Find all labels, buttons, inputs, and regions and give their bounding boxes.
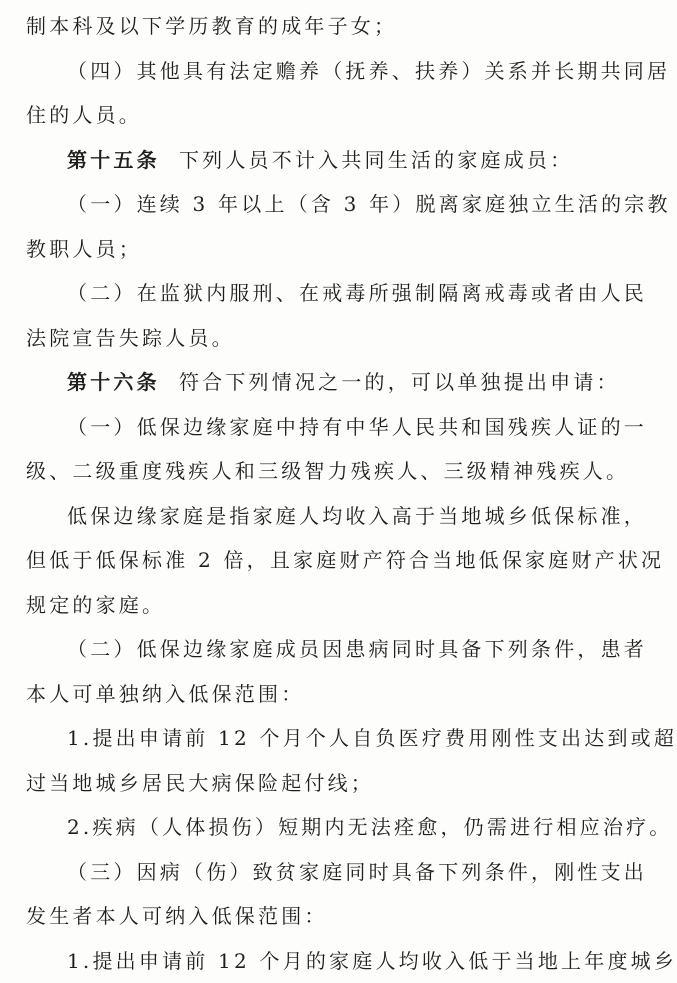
text-line: 1.提出申请前 12 个月的家庭人均收入低于当地上年度城乡 [26,939,606,983]
article-text: 符合下列情况之一的，可以单独提出申请： [179,370,620,394]
text-line: 2.疾病（人体损伤）短期内无法痊愈，仍需进行相应治疗。 [26,805,606,850]
text-line: （四）其他具有法定赡养（抚养、扶养）关系并长期共同居 [26,49,606,94]
text-line: （一）连续 3 年以上（含 3 年）脱离家庭独立生活的宗教 [26,182,606,227]
article-number: 第十六条 [67,370,160,394]
text-line: 制本科及以下学历教育的成年子女； [26,4,606,49]
article-heading-16 [26,360,606,405]
text-line: 规定的家庭。 [26,583,606,628]
text-line: 级、二级重度残疾人和三级智力残疾人、三级精神残疾人。 [26,449,606,494]
text-line: 教职人员； [26,227,606,272]
article-number: 第十五条 [67,148,160,172]
text-line: 1.提出申请前 12 个月个人自负医疗费用刚性支出达到或超 [26,716,606,761]
text-line: 住的人员。 [26,93,606,138]
text-line: 过当地城乡居民大病保险起付线； [26,761,606,806]
text-line: 法院宣告失踪人员。 [26,316,606,361]
text-line: （二）在监狱内服刑、在戒毒所强制隔离戒毒或者由人民 [26,271,606,316]
text-line: 本人可单独纳入低保范围： [26,672,606,717]
text-line: 低保边缘家庭是指家庭人均收入高于当地城乡低保标准， [26,494,606,539]
text-line: （三）因病（伤）致贫家庭同时具备下列条件，刚性支出 [26,850,606,895]
article-text: 下列人员不计入共同生活的家庭成员： [179,148,573,172]
text-line: （二）低保边缘家庭成员因患病同时具备下列条件，患者 [26,627,606,672]
text-line: （一）低保边缘家庭中持有中华人民共和国残疾人证的一 [26,405,606,450]
text-line: 但低于低保标准 2 倍，且家庭财产符合当地低保家庭财产状况 [26,538,606,583]
article-heading-15 [26,138,606,183]
text-line: 发生者本人可纳入低保范围： [26,894,606,939]
